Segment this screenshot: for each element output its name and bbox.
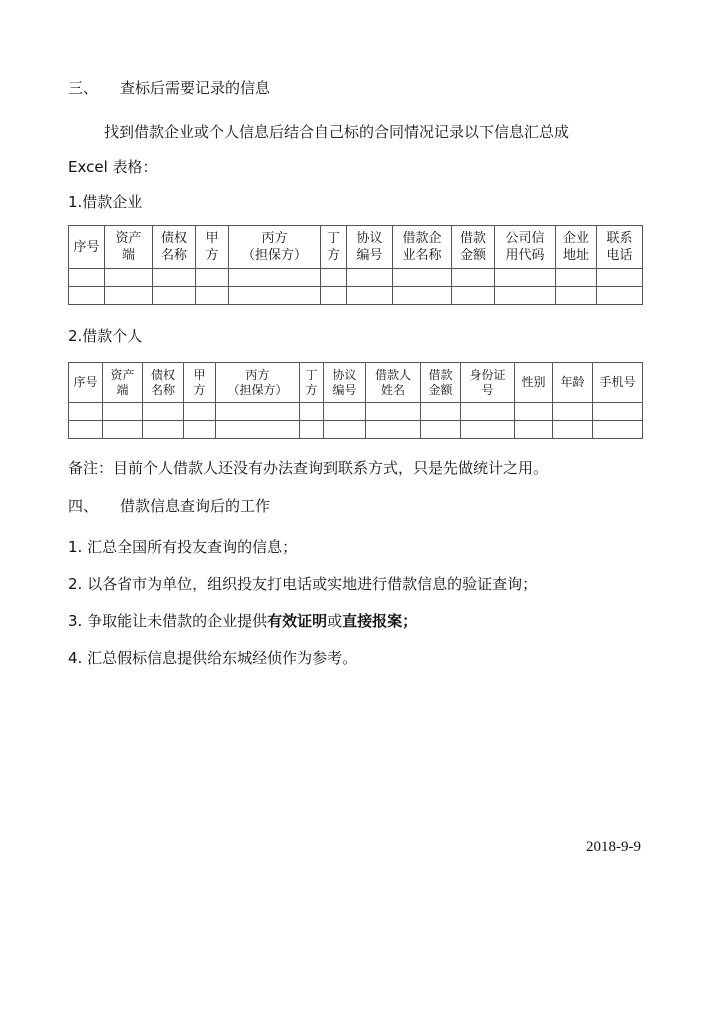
list-item-text: 或 bbox=[327, 612, 343, 630]
column-header: 性别 bbox=[515, 363, 553, 403]
column-header: 丙方 （担保方） bbox=[216, 363, 300, 403]
column-header: 序号 bbox=[69, 226, 105, 269]
person-table-header-row bbox=[69, 363, 643, 403]
column-header: 债权 名称 bbox=[153, 226, 196, 269]
column-header: 借款 金额 bbox=[452, 226, 495, 269]
company-heading: 1.借款企业 bbox=[68, 193, 143, 211]
column-header: 协议 编号 bbox=[324, 363, 366, 403]
section-4-number: 四、 bbox=[68, 497, 99, 515]
person-heading: 2.借款个人 bbox=[68, 327, 143, 345]
section-4-title: 借款信息查询后的工作 bbox=[120, 497, 271, 515]
list-item-text: 3. 争取能让未借款的企业提供 bbox=[68, 612, 268, 630]
column-header: 身份证 号 bbox=[461, 363, 515, 403]
bold-text: 有效证明 bbox=[267, 612, 328, 630]
column-header: 甲 方 bbox=[196, 226, 229, 269]
intro-line-1: 找到借款企业或个人信息后结合自己标的合同情况记录以下信息汇总成 bbox=[104, 123, 570, 141]
column-header: 企业 地址 bbox=[556, 226, 597, 269]
column-header: 丙方 （担保方） bbox=[229, 226, 321, 269]
column-header: 借款人 姓名 bbox=[366, 363, 421, 403]
column-header: 序号 bbox=[69, 363, 103, 403]
list-item: 4. 汇总假标信息提供给东城经侦作为参考。 bbox=[68, 649, 358, 667]
column-header: 手机号 bbox=[593, 363, 643, 403]
company-table-header-row bbox=[69, 226, 643, 269]
table-row bbox=[69, 403, 643, 421]
column-header: 甲 方 bbox=[184, 363, 216, 403]
column-header: 资产 端 bbox=[105, 226, 153, 269]
intro-line-2: Excel 表格： bbox=[68, 158, 158, 176]
column-header: 丁 方 bbox=[300, 363, 324, 403]
section-3-title: 查标后需要记录的信息 bbox=[120, 79, 271, 97]
column-header: 公司信 用代码 bbox=[495, 226, 556, 269]
column-header: 资产 端 bbox=[103, 363, 143, 403]
section-4-heading bbox=[68, 496, 270, 516]
column-header: 协议 编号 bbox=[347, 226, 393, 269]
person-table bbox=[68, 362, 643, 439]
column-header: 丁 方 bbox=[321, 226, 347, 269]
column-header: 借款 金额 bbox=[421, 363, 461, 403]
table-row bbox=[69, 287, 643, 305]
list-item bbox=[68, 611, 417, 631]
section-3-number: 三、 bbox=[68, 79, 99, 97]
section-3-heading bbox=[68, 78, 270, 98]
bold-text: 直接报案； bbox=[342, 612, 418, 630]
list-item: 1. 汇总全国所有投友查询的信息； bbox=[68, 538, 298, 556]
table-row bbox=[69, 269, 643, 287]
company-table bbox=[68, 225, 643, 305]
table-row bbox=[69, 421, 643, 439]
list-item: 2. 以各省市为单位，组织投友打电话或实地进行借款信息的验证查询； bbox=[68, 575, 538, 593]
column-header: 年龄 bbox=[553, 363, 593, 403]
document-date: 2018-9-9 bbox=[586, 839, 641, 855]
column-header: 借款企 业名称 bbox=[393, 226, 452, 269]
column-header: 联系 电话 bbox=[597, 226, 643, 269]
note-text: 备注：目前个人借款人还没有办法查询到联系方式，只是先做统计之用。 bbox=[68, 459, 549, 477]
column-header: 债权 名称 bbox=[143, 363, 184, 403]
